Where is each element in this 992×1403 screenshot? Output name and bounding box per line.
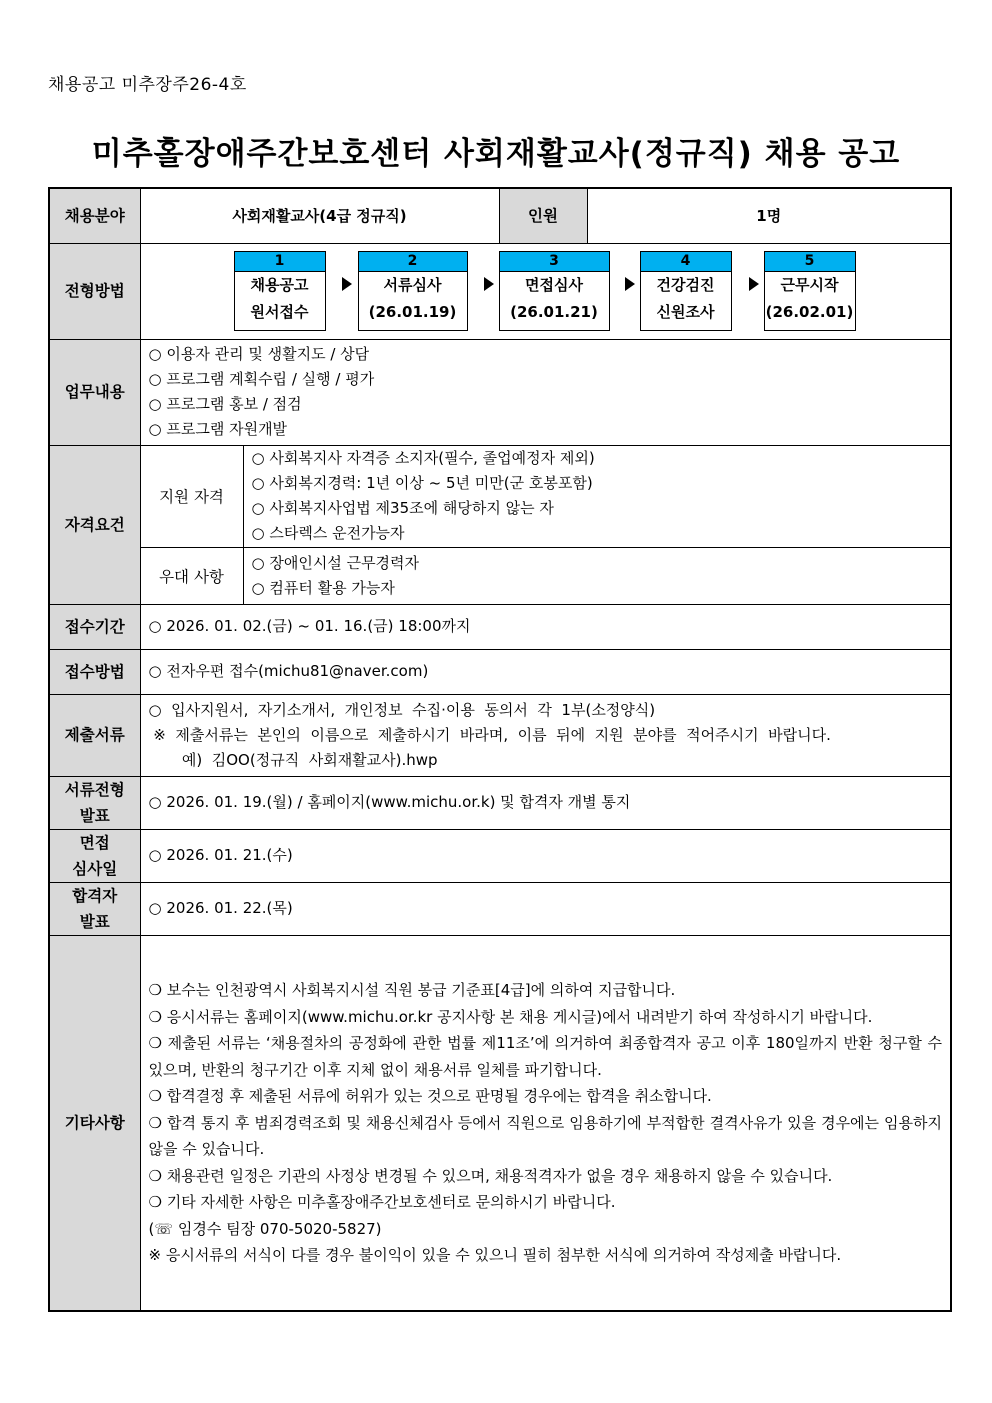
step-number: 5 (765, 252, 855, 272)
arrow-right-icon (625, 277, 635, 291)
row-qualifications-required (49, 445, 951, 547)
preferred-cell (243, 547, 951, 604)
step-line-1: 채용공고 (250, 276, 309, 294)
step-number: 4 (641, 252, 731, 272)
step-number: 2 (359, 252, 467, 272)
arrow-right-icon (749, 277, 759, 291)
process-step-4 (640, 251, 732, 331)
doc-result-value: ○ 2026. 01. 19.(월) / 홈페이지(www.michu.or.k) 및 합격자 개별 통지 (148, 793, 631, 811)
label-line: 발표 (79, 806, 110, 825)
row-method (49, 649, 951, 694)
label-method: 접수방법 (49, 649, 140, 694)
row-qualifications-preferred (49, 547, 951, 604)
others-line: ❍ 기타 자세한 사항은 미추홀장애주간보호센터로 문의하시기 바랍니다. (148, 1193, 616, 1211)
process-step-2 (358, 251, 468, 331)
row-duties (49, 339, 951, 445)
process-step-5 (764, 251, 856, 331)
page-title: 미추홀장애주간보호센터 사회재활교사(정규직) 채용 공고 (91, 136, 901, 172)
step-line-2: 원서접수 (250, 303, 309, 321)
documents-cell (140, 694, 951, 776)
required-item: ○ 사회복지사업법 제35조에 해당하지 않는 자 (251, 499, 554, 517)
label-interview (49, 829, 140, 882)
step-number: 1 (235, 252, 325, 272)
row-doc-result (49, 776, 951, 829)
duty-item: ○ 프로그램 계획수립 / 실행 / 평가 (148, 370, 375, 388)
label-required: 지원 자격 (140, 445, 243, 547)
process-step-3 (499, 251, 610, 331)
step-line-2: (26.01.19) (368, 303, 457, 321)
duties-cell (140, 339, 951, 445)
step-line-1: 근무시작 (780, 276, 839, 294)
row-interview (49, 829, 951, 882)
label-doc-result (49, 776, 140, 829)
label-process: 전형방법 (49, 243, 140, 339)
arrow-right-icon (484, 277, 494, 291)
row-period (49, 604, 951, 649)
others-line: ❍ 보수는 인천광역시 사회복지시설 직원 봉급 기준표[4급]에 의하여 지급합니다. (148, 981, 676, 999)
step-line-1: 서류심사 (383, 276, 442, 294)
required-item: ○ 사회복지사 자격증 소지자(필수, 졸업예정자 제외) (251, 449, 595, 467)
others-note: ※ 응시서류의 서식이 다를 경우 불이익이 있을 수 있으니 필히 첨부한 서식에 의거하여 작성제출 바랍니다. (148, 1246, 842, 1264)
notice-number: 채용공고 미추장주26-4호 (48, 75, 247, 95)
step-line-2: 신원조사 (656, 303, 715, 321)
headcount-value: 1명 (587, 188, 951, 243)
label-preferred: 우대 사항 (140, 547, 243, 604)
field-value: 사회재활교사(4급 정규직) (140, 188, 499, 243)
row-field (49, 188, 951, 243)
interview-value: ○ 2026. 01. 21.(수) (148, 846, 293, 864)
label-line: 발표 (79, 912, 110, 931)
documents-line: ○ 입사지원서, 자기소개서, 개인정보 수집·이용 동의서 각 1부(소정양식) (148, 700, 656, 719)
label-duties: 업무내용 (49, 339, 140, 445)
others-line: ❍ 응시서류는 홈페이지(www.michu.or.kr 공지사항 본 채용 게시글)에서 내려받기 하여 작성하시기 바랍니다. (148, 1007, 873, 1026)
others-line: ❍ 채용관련 일정은 기관의 사정상 변경될 수 있으며, 채용적격자가 없을 경우 채용하지 않을 수 있습니다. (148, 1166, 833, 1185)
row-others (49, 935, 951, 1311)
step-line-2: (26.02.01) (765, 303, 854, 321)
step-number: 3 (500, 252, 609, 272)
label-line: 면접 (79, 833, 110, 852)
label-qualifications: 자격요건 (49, 445, 140, 604)
others-line: ❍ 합격결정 후 제출된 서류에 허위가 있는 것으로 판명될 경우에는 합격을 취소합니다. (148, 1087, 712, 1105)
label-documents: 제출서류 (49, 694, 140, 776)
required-item: ○ 스타렉스 운전가능자 (251, 524, 405, 542)
preferred-item: ○ 장애인시설 근무경력자 (251, 553, 420, 572)
final-value: ○ 2026. 01. 22.(목) (148, 899, 293, 917)
label-line: 서류전형 (64, 780, 125, 799)
duty-item: ○ 이용자 관리 및 생활지도 / 상담 (148, 345, 370, 363)
documents-line: ※ 제출서류는 본인의 이름으로 제출하시기 바라며, 이름 뒤에 지원 분야를 적어주시기 바랍니다. (148, 725, 831, 744)
row-final (49, 882, 951, 935)
label-period: 접수기간 (49, 604, 140, 649)
period-value: ○ 2026. 01. 02.(금) ~ 01. 16.(금) 18:00까지 (148, 617, 471, 635)
arrow-right-icon (342, 277, 352, 291)
required-item: ○ 사회복지경력: 1년 이상 ~ 5년 미만(군 호봉포함) (251, 474, 593, 492)
process-flow (141, 244, 951, 338)
label-headcount: 인원 (499, 188, 587, 243)
method-value: ○ 전자우편 접수(michu81@naver.com) (148, 662, 429, 680)
required-cell (243, 445, 951, 547)
label-final (49, 882, 140, 935)
others-line: ❍ 합격 통지 후 범죄경력조회 및 채용신체검사 등에서 직원으로 임용하기에 부적합한 결격사유가 있을 경우에는 임용하지 않을 수 있습니다. (148, 1113, 942, 1158)
label-others: 기타사항 (49, 935, 140, 1311)
duty-item: ○ 프로그램 자원개발 (148, 420, 288, 438)
recruitment-table (48, 187, 952, 1312)
contact-line: (☏ 임경수 팀장 070-5020-5827) (148, 1219, 382, 1238)
step-line-1: 건강검진 (656, 276, 715, 294)
preferred-item: ○ 컴퓨터 활용 가능자 (251, 578, 395, 597)
label-line: 심사일 (72, 859, 118, 878)
process-step-1 (234, 251, 326, 331)
process-flow-cell (140, 243, 951, 339)
others-cell (140, 935, 951, 1311)
step-line-2: (26.01.21) (510, 303, 598, 321)
label-line: 합격자 (72, 886, 118, 905)
row-process (49, 243, 951, 339)
documents-line: 예) 김OO(정규직 사회재활교사).hwp (148, 750, 438, 769)
step-line-1: 면접심사 (525, 276, 583, 294)
row-documents (49, 694, 951, 776)
others-line: ❍ 제출된 서류는 ‘채용절차의 공정화에 관한 법률 제11조’에 의거하여 최종합격자 공고 이후 180일까지 반환 청구할 수 있으며, 반환의 청구기간 이후 지체 없이 채용서류 일체를 파기합니다. (148, 1034, 942, 1079)
label-field: 채용분야 (49, 188, 140, 243)
duty-item: ○ 프로그램 홍보 / 점검 (148, 395, 302, 413)
